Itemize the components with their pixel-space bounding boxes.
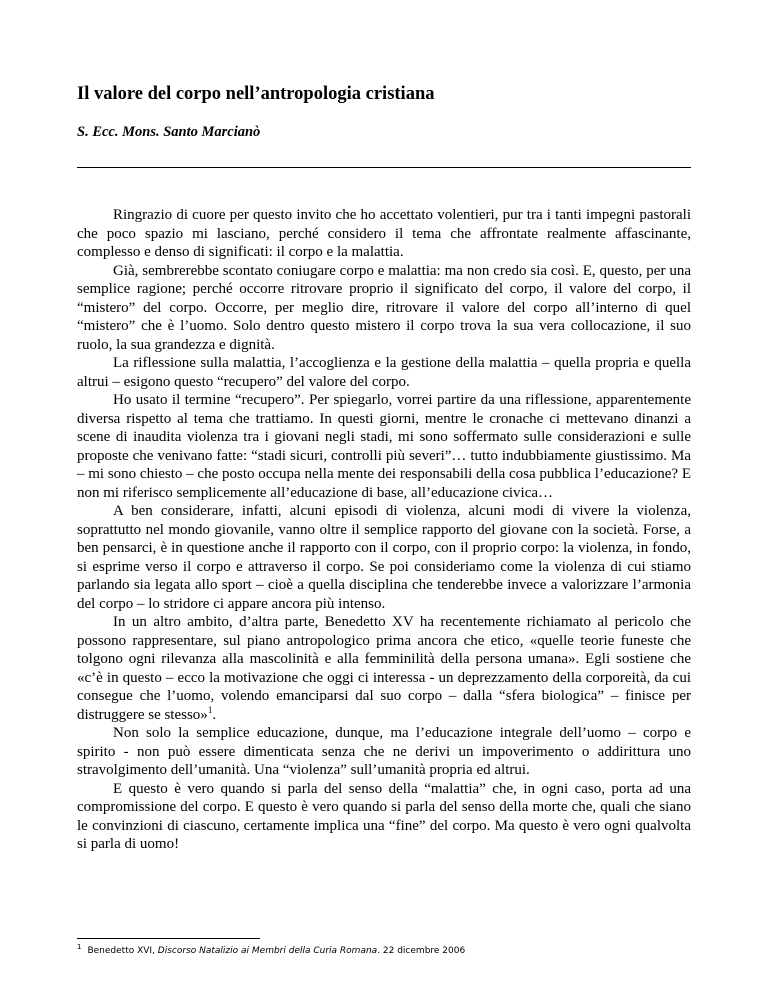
- paragraph-text: In un altro ambito, d’altra parte, Benedetto XV ha recentemente richiamato al pericolo che possono rappresentare, sul piano antropologico prima ancora che etico, «quelle teorie funeste che tolgono ogni rilevanza alla mascolinità e alla femminilità della persona umana». Egli sostiene che «c’è in questo – ecco la motivazione che oggi ci interessa - un deprezzamento della corporeità, da cui consegue che l’uomo, volendo emanciparsi dal suo corpo – dalla “sfera biologica” – finisce per distruggere se stesso»: [77, 614, 691, 723]
- footnote-number: 1: [77, 943, 82, 951]
- footnote-marker[interactable]: 1: [207, 704, 213, 715]
- paragraph: Non solo la semplice educazione, dunque, ma l’educazione integrale dell’uomo – corpo e spirito - non può essere dimenticata senza che ne derivi un impoverimento o addirittura uno stravolgimento dell’umanità. Una “violenza” sull’umanità propria ed altrui.: [77, 725, 691, 778]
- paragraph: La riflessione sulla malattia, l’accoglienza e la gestione della malattia – quella propria e quella altrui – esigono questo “recupero” del valore del corpo.: [77, 355, 691, 390]
- paragraph-end-punctuation: .: [212, 706, 217, 723]
- footnote: [77, 945, 691, 957]
- paragraph: Ho usato il termine “recupero”. Per spiegarlo, vorrei partire da una riflessione, apparentemente diversa rispetto al tema che trattiamo. In questi giorni, mentre le cronache ci mettevano dinanzi a scene di inaudita violenza tra i giovani negli stadi, mi sono soffermato sulle considerazioni e sulle proposte che venivano fatte: “stadi sicuri, controlli più severi”… tutto indubbiamente giustissimo. Ma – mi sono chiesto – che posto occupa nella mente dei responsabili della cosa pubblica l’educazione? E non mi riferisco semplicemente all’educazione di base, all’educazione civica…: [77, 392, 691, 501]
- paragraph: A ben considerare, infatti, alcuni episodi di violenza, alcuni modi di vivere la violenza, soprattutto nel mondo giovanile, vanno oltre il semplice rapporto del giovane con la società. Forse, a ben pensarci, è in questione anche il rapporto con il corpo, con il proprio corpo: la violenza, in fondo, si esprime verso il corpo e attraverso il corpo. Se poi consideriamo come la violenza di cui stiamo parlando sia legata allo sport – cioè a quella disciplina che tenderebbe invece a valorizzare l’armonia del corpo – lo stridore ci appare ancora più intenso.: [77, 503, 691, 612]
- paragraph: Ringrazio di cuore per questo invito che ho accettato volentieri, pur tra i tanti impegni pastorali che poco spazio mi lasciano, perché considero il tema che affrontate realmente affascinante, complesso e denso di significati: il corpo e la malattia.: [77, 207, 691, 260]
- document-author: S. Ecc. Mons. Santo Marcianò: [77, 124, 261, 140]
- paragraph-with-footnote: [77, 613, 691, 724]
- footnote-work-title: Discorso Natalizio ai Membri della Curia Romana: [157, 946, 378, 956]
- body-text: [77, 206, 691, 854]
- paragraph: E questo è vero quando si parla del senso della “malattia” che, in ogni caso, porta ad una compromissione del corpo. E questo è vero quando si parla del senso della morte che, quali che siano le convinzioni di ciascuno, certamente implica una “fine” del corpo. Ma questo è vero ogni qualvolta si parla di uomo!: [77, 780, 691, 852]
- document-title: Il valore del corpo nell’antropologia cristiana: [77, 84, 435, 104]
- footnote-author: Benedetto XVI,: [87, 946, 158, 956]
- footnote-divider: [77, 938, 260, 939]
- paragraph: Già, sembrerebbe scontato coniugare corpo e malattia: ma non credo sia così. E, questo, per una semplice ragione; perché occorre ritrovare proprio il significato del corpo, il valore del corpo, il “mistero” del corpo. Occorre, per meglio dire, ritrovare il valore del corpo all’interno di quel “mistero” che è l’uomo. Solo dentro questo mistero il corpo trova la sua vera collocazione, il suo ruolo, la sua grandezza e dignità.: [77, 262, 691, 353]
- footnote-date: . 22 dicembre 2006: [377, 946, 466, 956]
- title-divider: [77, 167, 691, 168]
